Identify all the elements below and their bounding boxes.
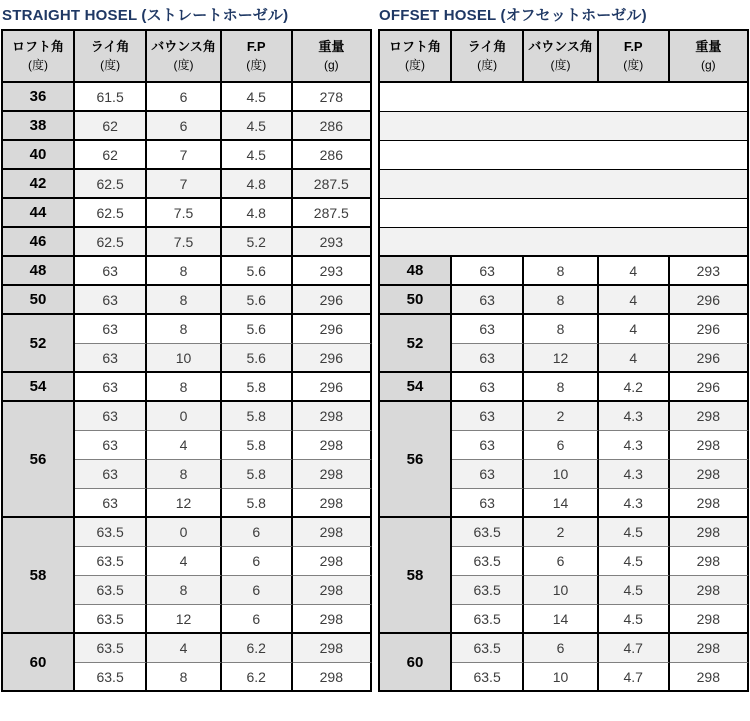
lie-angle-cell: 63 <box>75 344 147 373</box>
lie-angle-cell: 62.5 <box>75 228 147 257</box>
fp-cell: 5.6 <box>222 344 293 373</box>
lie-angle-cell: 63 <box>452 489 524 518</box>
table-row <box>380 373 749 402</box>
header-lie-angle <box>452 31 524 83</box>
fp-cell: 4.5 <box>599 576 670 605</box>
header-lie-angle-label: ライ角 <box>90 38 130 54</box>
lie-angle-cell: 62 <box>75 112 147 141</box>
empty-cell <box>380 228 749 257</box>
bounce-angle-cell: 8 <box>147 257 222 286</box>
bounce-angle-cell: 7 <box>147 141 222 170</box>
table-row <box>380 634 749 663</box>
fp-cell: 6 <box>222 547 293 576</box>
lie-angle-cell: 63.5 <box>75 547 147 576</box>
fp-cell: 5.8 <box>222 460 293 489</box>
fp-cell: 4.5 <box>222 141 293 170</box>
header-weight-unit: (g) <box>323 57 339 72</box>
header-fp-unit: (度) <box>623 57 644 72</box>
header-lie-angle-unit: (度) <box>477 57 498 72</box>
table-row <box>380 402 749 431</box>
weight-cell: 287.5 <box>293 199 372 228</box>
fp-cell: 4.5 <box>599 547 670 576</box>
fp-cell: 4.3 <box>599 431 670 460</box>
bounce-angle-cell: 4 <box>147 547 222 576</box>
fp-cell: 4.3 <box>599 460 670 489</box>
weight-cell: 298 <box>670 634 749 663</box>
fp-cell: 4.5 <box>222 112 293 141</box>
table-row <box>380 257 749 286</box>
weight-cell: 298 <box>293 518 372 547</box>
bounce-angle-cell: 6 <box>147 112 222 141</box>
bounce-angle-cell: 8 <box>147 286 222 315</box>
fp-cell: 5.6 <box>222 315 293 344</box>
loft-angle-cell: 38 <box>3 112 75 141</box>
bounce-angle-cell: 0 <box>147 402 222 431</box>
loft-angle-cell: 54 <box>3 373 75 402</box>
table-row <box>380 286 749 315</box>
empty-row <box>380 112 749 141</box>
lie-angle-cell: 63 <box>452 431 524 460</box>
fp-cell: 5.8 <box>222 489 293 518</box>
bounce-angle-cell: 8 <box>147 576 222 605</box>
weight-cell: 296 <box>670 373 749 402</box>
weight-cell: 298 <box>293 431 372 460</box>
loft-angle-cell: 56 <box>380 402 452 518</box>
lie-angle-cell: 63 <box>452 315 524 344</box>
fp-cell: 4.7 <box>599 663 670 692</box>
lie-angle-cell: 63 <box>452 257 524 286</box>
table-row <box>3 199 372 228</box>
bounce-angle-cell: 7 <box>147 170 222 199</box>
empty-cell <box>380 112 749 141</box>
bounce-angle-cell: 8 <box>147 663 222 692</box>
offset-hosel-title: OFFSET HOSEL (オフセットホーゼル) <box>379 7 647 24</box>
loft-angle-cell: 50 <box>380 286 452 315</box>
header-lie-angle-unit: (度) <box>100 57 121 72</box>
weight-cell: 298 <box>670 663 749 692</box>
weight-cell: 296 <box>293 344 372 373</box>
loft-angle-cell: 60 <box>380 634 452 692</box>
fp-cell: 4.5 <box>599 605 670 634</box>
loft-angle-cell: 52 <box>380 315 452 373</box>
lie-angle-cell: 63 <box>75 489 147 518</box>
lie-angle-cell: 63.5 <box>75 518 147 547</box>
table-row <box>3 83 372 112</box>
weight-cell: 286 <box>293 141 372 170</box>
bounce-angle-cell: 8 <box>524 373 599 402</box>
weight-cell: 298 <box>293 460 372 489</box>
weight-cell: 298 <box>670 576 749 605</box>
fp-cell: 4.2 <box>599 373 670 402</box>
header-lie-angle-label: ライ角 <box>467 38 507 54</box>
fp-cell: 4.7 <box>599 634 670 663</box>
empty-cell <box>380 170 749 199</box>
weight-cell: 296 <box>670 315 749 344</box>
header-lie-angle <box>75 31 147 83</box>
lie-angle-cell: 62.5 <box>75 170 147 199</box>
fp-cell: 5.2 <box>222 228 293 257</box>
header-row <box>3 31 372 83</box>
bounce-angle-cell: 10 <box>524 576 599 605</box>
lie-angle-cell: 63 <box>452 402 524 431</box>
loft-angle-cell: 46 <box>3 228 75 257</box>
header-loft-angle <box>3 31 75 83</box>
bounce-angle-cell: 8 <box>147 373 222 402</box>
table-row <box>3 518 372 547</box>
lie-angle-cell: 63.5 <box>75 663 147 692</box>
straight-hosel-section <box>1 1 372 721</box>
bounce-angle-cell: 6 <box>524 431 599 460</box>
fp-cell: 5.8 <box>222 373 293 402</box>
bounce-angle-cell: 4 <box>147 431 222 460</box>
lie-angle-cell: 63.5 <box>452 576 524 605</box>
weight-cell: 286 <box>293 112 372 141</box>
bounce-angle-cell: 2 <box>524 518 599 547</box>
lie-angle-cell: 61.5 <box>75 83 147 112</box>
loft-angle-cell: 60 <box>3 634 75 692</box>
fp-cell: 4 <box>599 257 670 286</box>
bounce-angle-cell: 8 <box>524 315 599 344</box>
weight-cell: 287.5 <box>293 170 372 199</box>
lie-angle-cell: 63.5 <box>75 634 147 663</box>
bounce-angle-cell: 7.5 <box>147 199 222 228</box>
fp-cell: 5.8 <box>222 402 293 431</box>
loft-angle-cell: 42 <box>3 170 75 199</box>
loft-angle-cell: 36 <box>3 83 75 112</box>
bounce-angle-cell: 10 <box>524 460 599 489</box>
fp-cell: 5.8 <box>222 431 293 460</box>
empty-row <box>380 83 749 112</box>
weight-cell: 296 <box>293 373 372 402</box>
weight-cell: 296 <box>293 286 372 315</box>
empty-cell <box>380 141 749 170</box>
bounce-angle-cell: 12 <box>147 605 222 634</box>
weight-cell: 298 <box>670 431 749 460</box>
straight-hosel-body <box>3 83 372 692</box>
lie-angle-cell: 63 <box>75 257 147 286</box>
lie-angle-cell: 63.5 <box>452 518 524 547</box>
offset-hosel-header <box>380 31 749 83</box>
lie-angle-cell: 63.5 <box>75 605 147 634</box>
loft-angle-cell: 56 <box>3 402 75 518</box>
weight-cell: 298 <box>293 634 372 663</box>
lie-angle-cell: 63 <box>452 344 524 373</box>
table-row <box>3 315 372 344</box>
bounce-angle-cell: 12 <box>147 489 222 518</box>
header-weight <box>293 31 372 83</box>
lie-angle-cell: 63 <box>75 460 147 489</box>
weight-cell: 298 <box>293 605 372 634</box>
weight-cell: 298 <box>293 663 372 692</box>
lie-angle-cell: 63 <box>75 431 147 460</box>
weight-cell: 298 <box>670 489 749 518</box>
lie-angle-cell: 63.5 <box>452 634 524 663</box>
table-row <box>3 228 372 257</box>
fp-cell: 6 <box>222 518 293 547</box>
weight-cell: 298 <box>293 402 372 431</box>
header-bounce-angle-unit: (度) <box>173 57 194 72</box>
fp-cell: 4.8 <box>222 170 293 199</box>
weight-cell: 298 <box>670 460 749 489</box>
header-loft-angle-label: ロフト角 <box>388 38 441 54</box>
table-row <box>380 315 749 344</box>
straight-hosel-table <box>1 29 372 692</box>
header-loft-angle-unit: (度) <box>404 57 425 72</box>
bounce-angle-cell: 7.5 <box>147 228 222 257</box>
loft-angle-cell: 58 <box>3 518 75 634</box>
header-weight-label: 重量 <box>318 38 345 54</box>
fp-cell: 4.5 <box>599 518 670 547</box>
header-loft-angle-label: ロフト角 <box>11 38 64 54</box>
fp-cell: 6.2 <box>222 663 293 692</box>
loft-angle-cell: 52 <box>3 315 75 373</box>
weight-cell: 298 <box>670 518 749 547</box>
header-bounce-angle-label: バウンス角 <box>528 38 593 54</box>
bounce-angle-cell: 6 <box>147 83 222 112</box>
table-row <box>3 373 372 402</box>
bounce-angle-cell: 6 <box>524 634 599 663</box>
table-row <box>3 634 372 663</box>
bounce-angle-cell: 4 <box>147 634 222 663</box>
fp-cell: 4.5 <box>222 83 293 112</box>
weight-cell: 298 <box>670 402 749 431</box>
lie-angle-cell: 63.5 <box>452 547 524 576</box>
weight-cell: 293 <box>293 257 372 286</box>
header-row <box>380 31 749 83</box>
loft-angle-cell: 48 <box>3 257 75 286</box>
fp-cell: 4 <box>599 286 670 315</box>
loft-angle-cell: 54 <box>380 373 452 402</box>
lie-angle-cell: 63 <box>75 286 147 315</box>
weight-cell: 278 <box>293 83 372 112</box>
bounce-angle-cell: 14 <box>524 605 599 634</box>
header-fp <box>222 31 293 83</box>
offset-hosel-section <box>378 1 749 721</box>
empty-row <box>380 170 749 199</box>
loft-angle-cell: 48 <box>380 257 452 286</box>
lie-angle-cell: 62.5 <box>75 199 147 228</box>
weight-cell: 296 <box>293 315 372 344</box>
weight-cell: 298 <box>293 547 372 576</box>
empty-cell <box>380 199 749 228</box>
bounce-angle-cell: 8 <box>524 257 599 286</box>
bounce-angle-cell: 2 <box>524 402 599 431</box>
empty-row <box>380 141 749 170</box>
lie-angle-cell: 63 <box>452 460 524 489</box>
lie-angle-cell: 63.5 <box>452 605 524 634</box>
lie-angle-cell: 63 <box>452 373 524 402</box>
weight-cell: 298 <box>670 547 749 576</box>
fp-cell: 5.6 <box>222 257 293 286</box>
header-fp-label: F.P <box>246 38 266 54</box>
header-weight-unit: (g) <box>700 57 716 72</box>
straight-hosel-title: STRAIGHT HOSEL (ストレートホーゼル) <box>2 7 289 24</box>
fp-cell: 4 <box>599 315 670 344</box>
loft-angle-cell: 58 <box>380 518 452 634</box>
header-fp <box>599 31 670 83</box>
loft-angle-cell: 50 <box>3 286 75 315</box>
weight-cell: 298 <box>293 489 372 518</box>
fp-cell: 4 <box>599 344 670 373</box>
lie-angle-cell: 63 <box>452 286 524 315</box>
empty-row <box>380 228 749 257</box>
header-weight-label: 重量 <box>695 38 722 54</box>
fp-cell: 4.8 <box>222 199 293 228</box>
weight-cell: 296 <box>670 286 749 315</box>
empty-row <box>380 199 749 228</box>
table-row <box>3 112 372 141</box>
table-row <box>3 170 372 199</box>
lie-angle-cell: 63 <box>75 315 147 344</box>
header-loft-angle-unit: (度) <box>27 57 48 72</box>
fp-cell: 4.3 <box>599 402 670 431</box>
header-fp-unit: (度) <box>246 57 267 72</box>
fp-cell: 5.6 <box>222 286 293 315</box>
header-loft-angle <box>380 31 452 83</box>
bounce-angle-cell: 0 <box>147 518 222 547</box>
offset-hosel-table <box>378 29 749 692</box>
table-row <box>3 257 372 286</box>
weight-cell: 298 <box>293 576 372 605</box>
lie-angle-cell: 63 <box>75 373 147 402</box>
weight-cell: 293 <box>670 257 749 286</box>
header-bounce-angle-label: バウンス角 <box>151 38 216 54</box>
fp-cell: 4.3 <box>599 489 670 518</box>
loft-angle-cell: 40 <box>3 141 75 170</box>
bounce-angle-cell: 8 <box>147 315 222 344</box>
offset-hosel-body <box>380 83 749 692</box>
bounce-angle-cell: 10 <box>524 663 599 692</box>
bounce-angle-cell: 10 <box>147 344 222 373</box>
bounce-angle-cell: 6 <box>524 547 599 576</box>
weight-cell: 298 <box>670 605 749 634</box>
fp-cell: 6 <box>222 605 293 634</box>
lie-angle-cell: 63 <box>75 402 147 431</box>
header-fp-label: F.P <box>623 38 643 54</box>
bounce-angle-cell: 14 <box>524 489 599 518</box>
fp-cell: 6.2 <box>222 634 293 663</box>
header-weight <box>670 31 749 83</box>
weight-cell: 293 <box>293 228 372 257</box>
bounce-angle-cell: 8 <box>524 286 599 315</box>
weight-cell: 296 <box>670 344 749 373</box>
straight-hosel-header <box>3 31 372 83</box>
empty-cell <box>380 83 749 112</box>
header-bounce-angle <box>147 31 222 83</box>
header-bounce-angle-unit: (度) <box>550 57 571 72</box>
lie-angle-cell: 63.5 <box>452 663 524 692</box>
table-row <box>3 402 372 431</box>
lie-angle-cell: 62 <box>75 141 147 170</box>
header-bounce-angle <box>524 31 599 83</box>
fp-cell: 6 <box>222 576 293 605</box>
lie-angle-cell: 63.5 <box>75 576 147 605</box>
loft-angle-cell: 44 <box>3 199 75 228</box>
table-row <box>3 141 372 170</box>
bounce-angle-cell: 12 <box>524 344 599 373</box>
bounce-angle-cell: 8 <box>147 460 222 489</box>
table-row <box>380 518 749 547</box>
table-row <box>3 286 372 315</box>
